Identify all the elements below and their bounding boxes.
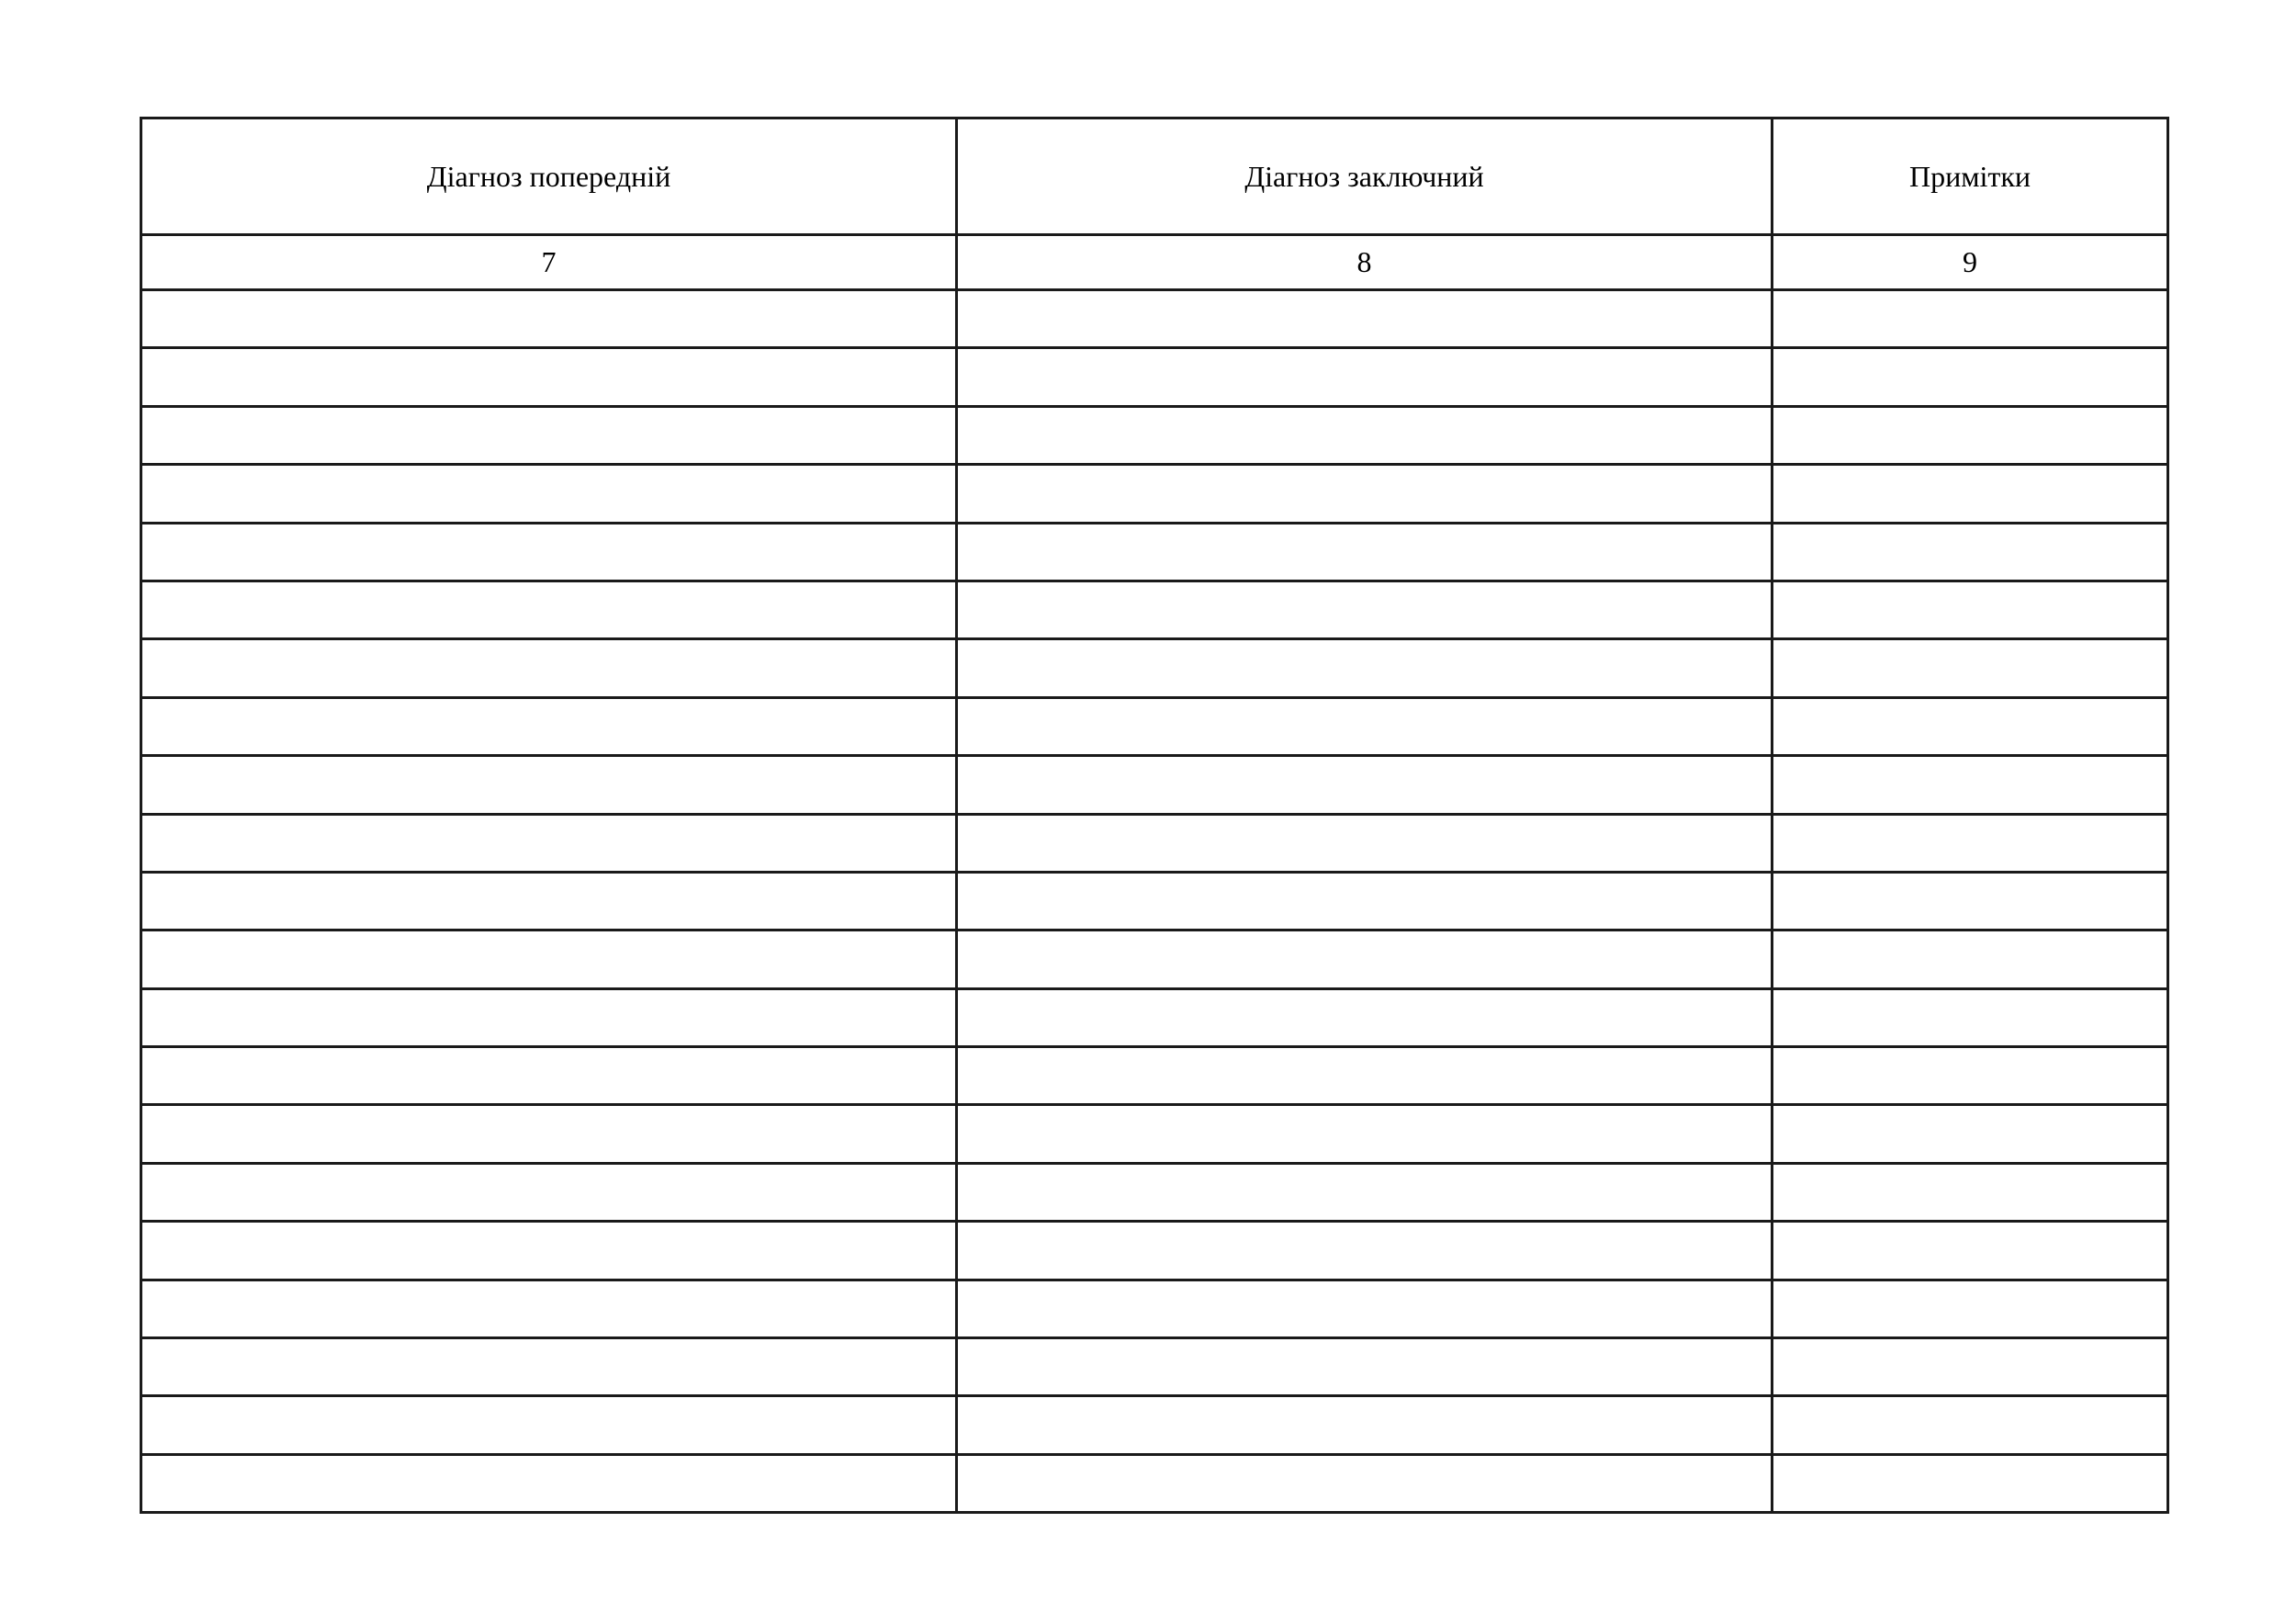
- preliminary-diagnosis-cell[interactable]: [141, 523, 957, 581]
- preliminary-diagnosis-cell[interactable]: [141, 1047, 957, 1105]
- table-row: [141, 988, 2168, 1046]
- final-diagnosis-cell[interactable]: [957, 639, 1773, 697]
- final-diagnosis-cell[interactable]: [957, 465, 1773, 523]
- table-row: [141, 1163, 2168, 1221]
- notes-cell[interactable]: [1773, 697, 2168, 755]
- final-diagnosis-cell[interactable]: [957, 290, 1773, 348]
- table-row: [141, 814, 2168, 872]
- table-row: [141, 581, 2168, 638]
- final-diagnosis-cell[interactable]: [957, 1454, 1773, 1512]
- notes-cell[interactable]: [1773, 348, 2168, 406]
- header-notes: Примітки: [1773, 118, 2168, 235]
- table-row: [141, 1222, 2168, 1280]
- preliminary-diagnosis-cell[interactable]: [141, 1280, 957, 1337]
- final-diagnosis-cell[interactable]: [957, 930, 1773, 988]
- column-number-row: [141, 235, 2168, 290]
- final-diagnosis-cell[interactable]: [957, 756, 1773, 814]
- preliminary-diagnosis-cell[interactable]: [141, 814, 957, 872]
- preliminary-diagnosis-cell[interactable]: [141, 872, 957, 930]
- notes-cell[interactable]: [1773, 1105, 2168, 1163]
- table-row: [141, 872, 2168, 930]
- header-final-diagnosis: Діагноз заключний: [957, 118, 1773, 235]
- final-diagnosis-cell[interactable]: [957, 872, 1773, 930]
- preliminary-diagnosis-cell[interactable]: [141, 1338, 957, 1396]
- table-row: [141, 406, 2168, 464]
- preliminary-diagnosis-cell[interactable]: [141, 756, 957, 814]
- final-diagnosis-cell[interactable]: [957, 1222, 1773, 1280]
- preliminary-diagnosis-cell[interactable]: [141, 1222, 957, 1280]
- table-row: [141, 1280, 2168, 1337]
- form-table: [140, 117, 2169, 1514]
- preliminary-diagnosis-cell[interactable]: [141, 465, 957, 523]
- table-row: [141, 1396, 2168, 1454]
- final-diagnosis-cell[interactable]: [957, 814, 1773, 872]
- final-diagnosis-cell[interactable]: [957, 988, 1773, 1046]
- notes-cell[interactable]: [1773, 290, 2168, 348]
- header-row: [141, 118, 2168, 235]
- notes-cell[interactable]: [1773, 581, 2168, 638]
- final-diagnosis-cell[interactable]: [957, 348, 1773, 406]
- notes-cell[interactable]: [1773, 1163, 2168, 1221]
- final-diagnosis-cell[interactable]: [957, 1047, 1773, 1105]
- notes-cell[interactable]: [1773, 639, 2168, 697]
- final-diagnosis-cell[interactable]: [957, 1280, 1773, 1337]
- table-row: [141, 639, 2168, 697]
- notes-cell[interactable]: [1773, 756, 2168, 814]
- table-row: [141, 523, 2168, 581]
- preliminary-diagnosis-cell[interactable]: [141, 406, 957, 464]
- table-row: [141, 697, 2168, 755]
- table-row: [141, 465, 2168, 523]
- preliminary-diagnosis-cell[interactable]: [141, 290, 957, 348]
- preliminary-diagnosis-cell[interactable]: [141, 581, 957, 638]
- notes-cell[interactable]: [1773, 872, 2168, 930]
- final-diagnosis-cell[interactable]: [957, 406, 1773, 464]
- preliminary-diagnosis-cell[interactable]: [141, 930, 957, 988]
- table-row: [141, 1338, 2168, 1396]
- column-number-8: 8: [957, 235, 1773, 290]
- preliminary-diagnosis-cell[interactable]: [141, 697, 957, 755]
- preliminary-diagnosis-cell[interactable]: [141, 988, 957, 1046]
- final-diagnosis-cell[interactable]: [957, 697, 1773, 755]
- notes-cell[interactable]: [1773, 1047, 2168, 1105]
- table-row: [141, 1047, 2168, 1105]
- column-number-7: 7: [141, 235, 957, 290]
- final-diagnosis-cell[interactable]: [957, 523, 1773, 581]
- notes-cell[interactable]: [1773, 523, 2168, 581]
- preliminary-diagnosis-cell[interactable]: [141, 639, 957, 697]
- table-row: [141, 1105, 2168, 1163]
- notes-cell[interactable]: [1773, 1338, 2168, 1396]
- notes-cell[interactable]: [1773, 465, 2168, 523]
- table-row: [141, 1454, 2168, 1512]
- column-number-9: 9: [1773, 235, 2168, 290]
- final-diagnosis-cell[interactable]: [957, 1338, 1773, 1396]
- notes-cell[interactable]: [1773, 1222, 2168, 1280]
- preliminary-diagnosis-cell[interactable]: [141, 348, 957, 406]
- table-row: [141, 290, 2168, 348]
- table-row: [141, 930, 2168, 988]
- final-diagnosis-cell[interactable]: [957, 581, 1773, 638]
- preliminary-diagnosis-cell[interactable]: [141, 1396, 957, 1454]
- table-row: [141, 348, 2168, 406]
- final-diagnosis-cell[interactable]: [957, 1105, 1773, 1163]
- preliminary-diagnosis-cell[interactable]: [141, 1454, 957, 1512]
- preliminary-diagnosis-cell[interactable]: [141, 1163, 957, 1221]
- header-preliminary-diagnosis: Діагноз попередній: [141, 118, 957, 235]
- final-diagnosis-cell[interactable]: [957, 1163, 1773, 1221]
- notes-cell[interactable]: [1773, 988, 2168, 1046]
- notes-cell[interactable]: [1773, 1280, 2168, 1337]
- notes-cell[interactable]: [1773, 930, 2168, 988]
- notes-cell[interactable]: [1773, 814, 2168, 872]
- notes-cell[interactable]: [1773, 1454, 2168, 1512]
- table-row: [141, 756, 2168, 814]
- table-body: [141, 290, 2168, 1513]
- notes-cell[interactable]: [1773, 406, 2168, 464]
- final-diagnosis-cell[interactable]: [957, 1396, 1773, 1454]
- notes-cell[interactable]: [1773, 1396, 2168, 1454]
- preliminary-diagnosis-cell[interactable]: [141, 1105, 957, 1163]
